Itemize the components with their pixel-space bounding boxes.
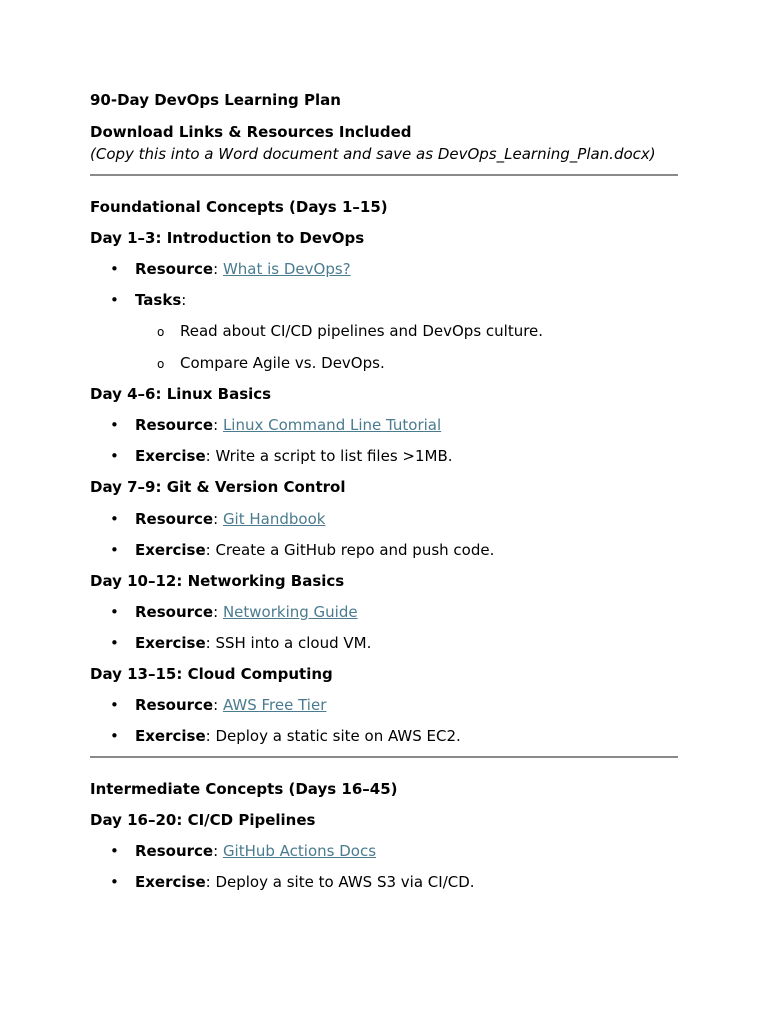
list-item [90,632,678,654]
day-heading-4-6: Day 4–6: Linux Basics [90,385,272,403]
bullet-icon: • [110,447,119,465]
horizontal-rule [90,756,678,758]
exercise-text: : SSH into a cloud VM. [205,634,372,652]
day-10-12-list [90,601,678,654]
document-body [90,89,678,893]
exercise-text: : Deploy a static site on AWS EC2. [205,727,461,745]
exercise-label: Exercise [135,541,206,559]
exercise-text: : Write a script to list files >1MB. [205,447,453,465]
sub-list-item [90,352,678,374]
bullet-icon: • [110,291,119,309]
resource-label: Resource [135,603,214,621]
day-heading-13-15: Day 13–15: Cloud Computing [90,665,333,683]
list-item [90,539,678,561]
list-item: • Resource: Networking Guide [110,603,358,621]
list-item: • Resource: GitHub Actions Docs [110,842,377,860]
list-item [90,725,678,747]
bullet-icon: • [110,696,119,714]
bullet-icon: • [110,842,119,860]
list-item [90,871,678,893]
document-title: 90-Day DevOps Learning Plan [90,91,341,109]
bullet-icon: • [110,510,119,528]
resource-link-github-actions[interactable]: GitHub Actions Docs [222,842,377,860]
list-item [90,445,678,467]
resource-link-linux-tutorial[interactable]: Linux Command Line Tutorial [222,416,442,434]
circle-bullet-icon: o [157,325,165,339]
day-heading-16-20: Day 16–20: CI/CD Pipelines [90,811,316,829]
document-subtitle: Download Links & Resources Included [90,123,412,141]
bullet-icon: • [110,603,119,621]
resource-link-aws-free-tier[interactable]: AWS Free Tier [222,696,327,714]
exercise-label: Exercise [135,447,206,465]
bullet-icon: • [110,260,119,278]
task-text: Read about CI/CD pipelines and DevOps culture. [180,322,544,340]
document-note: (Copy this into a Word document and save as DevOps_Learning_Plan.docx) [90,145,656,163]
resource-label: Resource [135,416,214,434]
resource-label: Resource [135,510,214,528]
list-item: • Tasks: [110,291,187,309]
exercise-text: : Deploy a site to AWS S3 via CI/CD. [205,873,475,891]
task-text: Compare Agile vs. DevOps. [180,354,385,372]
day-heading-7-9: Day 7–9: Git & Version Control [90,478,346,496]
bullet-icon: • [110,873,119,891]
tasks-label: Tasks [135,291,182,309]
resource-link-what-is-devops[interactable]: What is DevOps? [222,260,351,278]
sub-list-item [90,320,678,342]
resource-label: Resource [135,696,214,714]
list-item: • Resource: Git Handbook [110,510,326,528]
bullet-icon: • [110,634,119,652]
resource-label: Resource [135,260,214,278]
day-heading-10-12: Day 10–12: Networking Basics [90,572,345,590]
section-heading-foundational: Foundational Concepts (Days 1–15) [90,198,388,216]
bullet-icon: • [110,416,119,434]
day-4-6-list [90,414,678,467]
day-13-15-list [90,694,678,747]
section-heading-intermediate: Intermediate Concepts (Days 16–45) [90,780,398,798]
list-item: • Resource: Linux Command Line Tutorial [110,416,442,434]
exercise-label: Exercise [135,873,206,891]
day-7-9-list [90,508,678,561]
resource-label: Resource [135,842,214,860]
horizontal-rule [90,174,678,176]
bullet-icon: • [110,541,119,559]
bullet-icon: • [110,727,119,745]
list-item: • Resource: AWS Free Tier [110,696,327,714]
exercise-text: : Create a GitHub repo and push code. [205,541,495,559]
resource-link-git-handbook[interactable]: Git Handbook [222,510,326,528]
day-heading-1-3: Day 1–3: Introduction to DevOps [90,229,365,247]
resource-link-networking-guide[interactable]: Networking Guide [222,603,358,621]
exercise-label: Exercise [135,634,206,652]
day-16-20-list [90,840,678,893]
list-item: • Resource: What is DevOps? [110,260,351,278]
circle-bullet-icon: o [157,357,165,371]
exercise-label: Exercise [135,727,206,745]
day-1-3-list [90,258,678,374]
